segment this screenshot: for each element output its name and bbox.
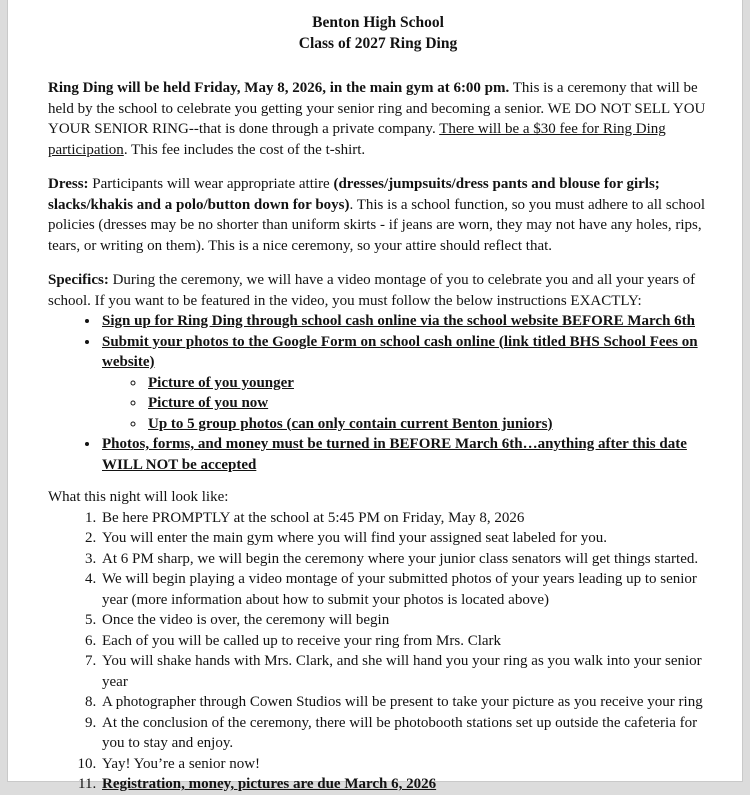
night-item-text: Be here PROMPTLY at the school at 5:45 PM on Friday, May 8, 2026: [102, 509, 525, 526]
bullet-deadline: [100, 434, 708, 475]
sub-bullet-photo-now: [146, 393, 708, 414]
sub-bullet-photo-now-text: Picture of you now: [148, 395, 269, 411]
night-item-text: You will enter the main gym where you will find your assigned seat labeled for you.: [102, 530, 608, 546]
event-details-bold: Ring Ding will be held Friday, May 8, 2026, in the main gym at 6:00 pm.: [48, 80, 510, 96]
paragraph-specifics: [48, 270, 708, 311]
document-page: [7, 0, 743, 792]
night-item: [100, 528, 708, 549]
night-heading: What this night will look like:: [48, 489, 229, 505]
paragraph-event-details: [48, 78, 708, 160]
dress-attire-bold: (dresses/jumpsuits/dress pants and blouse for girls; slacks/khakis and a polo/button down for boys): [48, 176, 660, 213]
night-item-text: Once the video is over, the ceremony will begin: [102, 612, 390, 628]
bullet-submit-photos-text: Submit your photos to the Google Form on school cash online (link titled BHS School Fees on website): [102, 333, 698, 370]
sub-bullet-photo-younger-text: Picture of you younger: [148, 374, 294, 391]
night-item-text: At the conclusion of the ceremony, there will be photobooth stations set up outside the cafeteria for you to stay and enjoy.: [102, 714, 698, 751]
night-item-text: At 6 PM sharp, we will begin the ceremony where your junior class senators will get things started.: [102, 550, 699, 567]
sub-bullet-group-photos-text: Up to 5 group photos (can only contain current Benton juniors): [148, 415, 553, 432]
night-item-final-deadline: [100, 774, 708, 795]
night-item-text: Yay! You’re a senior now!: [102, 755, 261, 772]
night-item: [100, 508, 708, 529]
night-item: [100, 692, 708, 713]
night-item-text: You will shake hands with Mrs. Clark, and she will hand you your ring as you walk into your senior year: [102, 653, 702, 690]
night-item: [100, 569, 708, 610]
night-item: [100, 651, 708, 692]
night-item: [100, 549, 708, 570]
specifics-text: During the ceremony, we will have a video montage of you to celebrate you and all your years of school. If you want to be featured in the video, you must follow the below instructions EXACTLY:: [48, 272, 696, 309]
fee-underlined-text: There will be a $30 fee for Ring Ding participation: [48, 121, 666, 158]
bullet-signup: [100, 311, 708, 332]
bullet-signup-text: Sign up for Ring Ding through school cash online via the school website BEFORE March 6th: [102, 313, 695, 329]
instructions-list: [48, 311, 708, 475]
night-item: [100, 631, 708, 652]
doc-header: [48, 12, 708, 54]
night-item-text: A photographer through Cowen Studios will be present to take your picture as you receive your ring: [102, 694, 703, 710]
doc-subtitle: Class of 2027 Ring Ding: [298, 35, 458, 52]
photo-requirements-list: [102, 373, 708, 435]
sub-bullet-group-photos: [146, 414, 708, 435]
night-item: [100, 713, 708, 754]
school-name: Benton High School: [312, 14, 444, 31]
dress-label: Dress:: [48, 176, 89, 192]
specifics-label: Specifics:: [48, 272, 109, 288]
dress-text: Participants will wear appropriate attire: [88, 176, 334, 192]
sub-bullet-photo-younger: [146, 373, 708, 394]
dress-policy-text: . This is a school function, so you must adhere to all school policies (dresses may be no shorter than uniform skirts - if jeans are worn, they may not have any holes, rips, tears, or writing on them). This is a nice ceremony, so your attire should reflect that.: [48, 196, 706, 254]
night-item-final-deadline-text: Registration, money, pictures are due March 6, 2026: [102, 776, 437, 792]
night-item-text: We will begin playing a video montage of your submitted photos of your years leading up to senior year (more information about how to submit your photos is located above): [102, 571, 697, 608]
night-item: [100, 610, 708, 631]
event-details-text: This is a ceremony that will be held by the school to celebrate you getting your senior ring and becoming a senior. WE DO NOT SELL YOU YOUR SENIOR RING--that is done through a private company.: [48, 80, 706, 137]
night-list: [48, 508, 708, 795]
night-item: [100, 754, 708, 775]
bullet-deadline-text: Photos, forms, and money must be turned in BEFORE March 6th…anything after this date WILL NOT be accepted: [102, 436, 687, 473]
night-item-text: Each of you will be called up to receive your ring from Mrs. Clark: [102, 632, 502, 649]
fee-note-text: . This fee includes the cost of the t-shirt.: [123, 141, 366, 158]
bullet-submit-photos: [100, 332, 708, 435]
paragraph-dress-code: [48, 174, 708, 256]
